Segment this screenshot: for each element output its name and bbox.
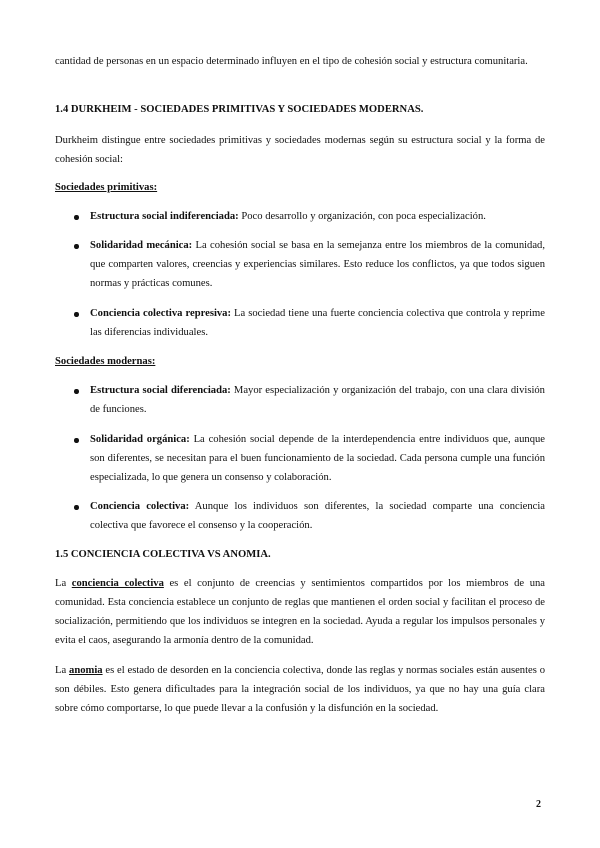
intro-paragraph: cantidad de personas en un espacio determinado influyen en el tipo de cohesión social y estructura comunitaria. xyxy=(55,56,528,67)
modern-item-2-term: Solidaridad orgánica: xyxy=(90,434,190,445)
primitive-item-2-text: La cohesión social se basa en la semejanza entre los miembros de la comunidad, que comparten valores, creencias y experiencias similares. Esto reduce los conflictos, ya que todos siguen normas y prácticas comunes. xyxy=(90,240,546,289)
primitive-item-3-term: Conciencia colectiva represiva: xyxy=(90,308,232,319)
bullet-icon xyxy=(74,236,82,255)
primitive-item-3-text: La sociedad tiene una fuerte conciencia colectiva que controla y reprime las diferencias individuales. xyxy=(90,308,545,338)
section-1-4-heading: 1.4 DURKHEIM - SOCIEDADES PRIMITIVAS Y SOCIEDADES MODERNAS. xyxy=(55,104,424,115)
primitive-item-2 xyxy=(90,236,545,293)
modern-item-3-text: Aunque los individuos son diferentes, la sociedad comparte una conciencia colectiva que favorece el consenso y la cooperación. xyxy=(90,501,545,531)
modern-societies-title: Sociedades modernas: xyxy=(55,356,156,367)
anomie-paragraph xyxy=(55,661,545,718)
primitive-societies-title: Sociedades primitivas: xyxy=(55,182,158,193)
bullet-icon xyxy=(74,430,82,449)
primitive-item-1-term: Estructura social indiferenciada: xyxy=(90,211,239,222)
p2-rest: es el estado de desorden en la conciencia colectiva, donde las reglas y normas sociales están ausentes o son débiles. Esto genera dificultades para la integración social de los individuos, ya que no hay una guía clara sobre cómo comportarse, lo que puede llevar a la confusión y la disfunción en la sociedad. xyxy=(55,665,546,714)
primitive-item-2-term: Solidaridad mecánica: xyxy=(90,240,193,251)
collective-conscience-term: conciencia colectiva xyxy=(71,578,164,589)
primitive-item-1 xyxy=(90,207,545,226)
modern-item-2 xyxy=(90,430,545,487)
primitive-item-1-text: Poco desarrollo y organización, con poca especialización. xyxy=(238,211,486,222)
modern-item-1-text: Mayor especialización y organización del trabajo, con una clara división de funciones. xyxy=(90,385,545,415)
collective-conscience-paragraph xyxy=(55,574,545,650)
p2-start: La xyxy=(55,665,70,676)
p1-rest: es el conjunto de creencias y sentimientos compartidos por los miembros de una comunidad. Esta conciencia establece un conjunto de reglas que mantienen el orden social y facilitan el proceso de socialización, permitiendo que los individuos se integren en la sociedad. Ayuda a regular los impulsos personales y evita el caos, asegurando la armonía dentro de la comunidad. xyxy=(55,578,545,646)
modern-item-3 xyxy=(90,497,545,535)
modern-item-2-text: La cohesión social depende de la interdependencia entre individuos que, aunque son diferentes, se necesitan para el buen funcionamiento de la sociedad. Cada persona cumple una función especializada, lo que genera un consenso y colaboración. xyxy=(90,434,546,483)
section-1-4-intro: Durkheim distingue entre sociedades primitivas y sociedades modernas según su estructura social y la forma de cohesión social: xyxy=(55,135,545,165)
p1-start: La xyxy=(55,578,72,589)
bullet-icon xyxy=(74,304,82,323)
modern-item-1-term: Estructura social diferenciada: xyxy=(90,385,231,396)
modern-item-1 xyxy=(90,381,545,419)
bullet-icon xyxy=(74,381,82,400)
primitive-item-3 xyxy=(90,304,545,342)
page-number: 2 xyxy=(536,799,541,810)
section-1-5-heading: 1.5 CONCIENCIA COLECTIVA VS ANOMIA. xyxy=(55,549,271,560)
modern-item-3-term: Conciencia colectiva: xyxy=(90,501,190,512)
bullet-icon xyxy=(74,497,82,516)
bullet-icon xyxy=(74,207,82,226)
anomie-term: anomia xyxy=(69,665,103,676)
